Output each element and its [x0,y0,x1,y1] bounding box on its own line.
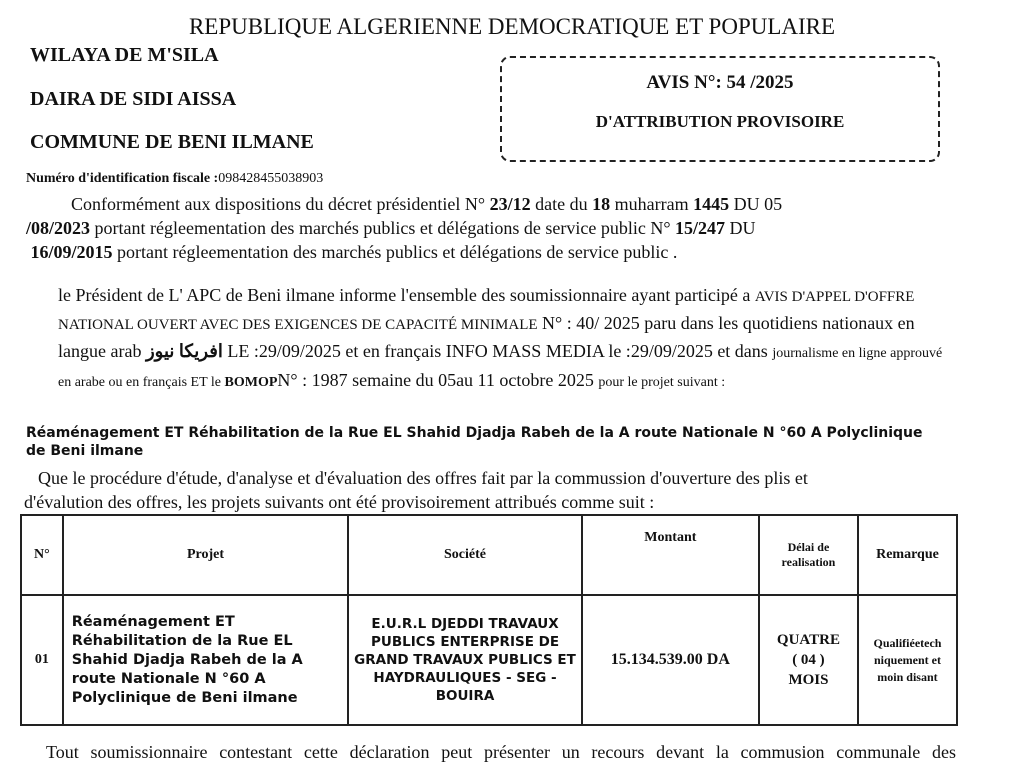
evaluation-paragraph [24,466,984,514]
fiscal-value: 098428455038903 [218,171,324,186]
decree-paragraph [26,192,966,264]
table-header-row [21,515,957,595]
header-projet: Projet [63,515,349,595]
text-span: DU 05 [729,194,783,214]
republic-title: REPUBLIQUE ALGERIENNE DEMOCRATIQUE ET POPULAIRE [188,14,836,39]
wilaya-label: WILAYA DE M'SILA [30,44,219,66]
cell-montant: 15.134.539.00 DA [582,595,759,725]
fiscal-id [26,171,323,187]
arabic-newspaper: افريكا نيوز [145,341,223,361]
cell-projet: Réaménagement ET Réhabilitation de la Rue EL Shahid Djadja Rabeh de la A route Nationale N °60 A Polyclinique de Beni ilmane [63,595,349,725]
attribution-table [20,514,958,726]
decree-year: 1445 [693,194,730,214]
commune-label: COMMUNE DE BENI ILMANE [30,131,314,153]
header-remarque: Remarque [858,515,957,595]
cell-delai [759,595,858,725]
text-span: N° : 40/ 2025 paru dans les quotidiens nationaux en langue arab [58,313,915,361]
header-delai: Délai de realisation [759,515,858,595]
project-title: Réaménagement ET Réhabilitation de la Rue EL Shahid Djadja Rabeh de la A route Nationale N °60 A Polyclinique de Beni ilmane [26,425,923,459]
decree-date: /08/2023 [26,218,91,238]
evaluation-line-1: Que le procédure d'étude, d'analyse et d'évaluation des offres fait par la commussion d'ouverture des plis et [38,468,808,488]
fiscal-label: Numéro d'identification fiscale : [26,171,219,186]
text-span: date du [530,194,593,214]
text-span: DU [725,218,756,238]
cell-remarque: Qualifiéetech niquement et moin disant [858,595,957,725]
text-span: Conformément aux dispositions du décret présidentiel N° [71,194,490,214]
evaluation-line-2: d'évalution des offres, les projets suivants ont été provisoirement attribués comme suit : [24,492,655,512]
avis-type: AVIS D'APPEL D'OFFRE NATIONAL OUVERT AVEC DES EXIGENCES DE CAPACITÉ MINIMALE [58,289,915,333]
cell-num: 01 [21,595,63,725]
law-date: 16/09/2015 [30,242,113,262]
text-span: portant régleementation des marchés publics et délégations de service public N° [90,218,676,238]
text-span: LE :29/09/2025 et en français INFO MASS MEDIA le :29/09/2025 et dans [222,341,773,361]
table-row [21,595,957,725]
cell-societe: E.U.R.L DJEDDI TRAVAUX PUBLICS ENTERPRISE DE GRAND TRAVAUX PUBLICS ET HAYDRAULIQUES - SEG - BOUIRA [348,595,581,725]
law-number: 15/247 [675,218,726,238]
footer-text: Tout soumissionnaire contestant cette déclaration peut présenter un recours devant la commusion communale des [46,742,956,762]
daira-label: DAIRA DE SIDI AISSA [30,88,237,110]
header-societe: Société [348,515,581,595]
header-montant: Montant [582,515,759,595]
header-num: N° [21,515,63,595]
text-span: muharram [610,194,694,214]
text-span: N° : 1987 semaine du 05au 11 octobre 2025 [277,370,599,390]
text-span: pour le projet suivant : [598,375,726,390]
delai-number: ( 04 ) [792,652,825,668]
text-span: le Président de L' APC de Beni ilmane informe l'ensemble des soumissionnaire ayant participé a [58,285,755,305]
notice-title: AVIS N°: 54 /2025 [646,72,794,93]
decree-number: 23/12 [489,194,531,214]
announcement-paragraph [58,282,958,396]
notice-box [500,56,940,162]
decree-day: 18 [592,194,611,214]
text-span: journalisme en ligne approuvé en arabe ou en français ET le [58,346,943,390]
notice-subtitle: D'ATTRIBUTION PROVISOIRE [595,112,845,131]
text-span: portant régleementation des marchés publics et délégations de service public . [112,242,678,262]
bomop-label: BOMOP [224,375,278,390]
delai-unit: MOIS [788,672,829,688]
delai-word: QUATRE [776,632,840,648]
